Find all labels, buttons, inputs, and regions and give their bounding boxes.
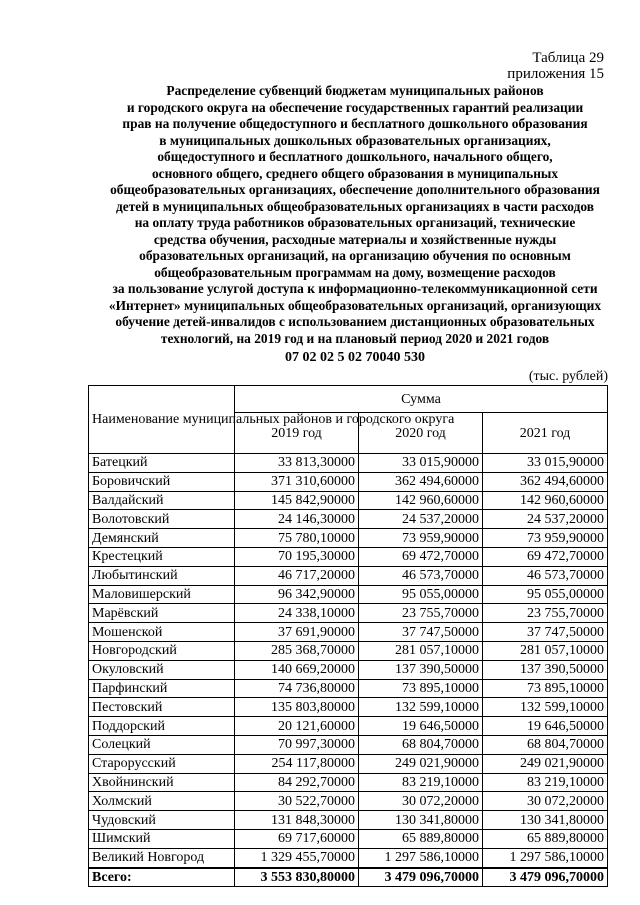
amount-2020-cell: 83 219,10000 <box>359 773 483 792</box>
amount-2019-cell: 20 121,60000 <box>235 717 359 736</box>
amount-2020-cell: 1 297 586,10000 <box>359 848 483 867</box>
amount-2020-cell: 130 341,80000 <box>359 811 483 830</box>
amount-2021-cell: 1 297 586,10000 <box>483 848 608 867</box>
amount-2021-cell: 95 055,00000 <box>483 585 608 604</box>
amount-2019-cell: 24 146,30000 <box>235 510 359 529</box>
table-row <box>89 679 608 698</box>
amount-2019-cell: 69 717,60000 <box>235 829 359 848</box>
amount-2019-cell: 3 553 830,80000 <box>235 868 359 887</box>
amount-2021-cell: 65 889,80000 <box>483 829 608 848</box>
table-row <box>89 660 608 679</box>
amount-2019-cell: 145 842,90000 <box>235 491 359 510</box>
amount-2020-cell: 37 747,50000 <box>359 623 483 642</box>
amount-2019-cell: 135 803,80000 <box>235 698 359 717</box>
amount-2021-cell: 73 895,10000 <box>483 679 608 698</box>
amount-2019-cell: 37 691,90000 <box>235 623 359 642</box>
table-row <box>89 604 608 623</box>
district-name-cell: Старорусский <box>89 754 235 773</box>
title-line: обучение детей-инвалидов с использованием дистанционных образовательных <box>115 314 595 329</box>
unit-label: (тыс. рублей) <box>528 369 608 384</box>
amount-2020-cell: 69 472,70000 <box>359 547 483 566</box>
amount-2021-cell: 23 755,70000 <box>483 604 608 623</box>
district-name-cell: Всего: <box>89 868 235 887</box>
amount-2019-cell: 46 717,20000 <box>235 566 359 585</box>
amount-2019-cell: 1 329 455,70000 <box>235 848 359 867</box>
amount-2021-cell: 46 573,70000 <box>483 566 608 585</box>
district-name-cell: Шимский <box>89 829 235 848</box>
table-row <box>89 773 608 792</box>
table-row <box>89 623 608 642</box>
district-name-cell: Боровичский <box>89 472 235 491</box>
column-header-name: Наименование муниципальных районов и городского округа <box>89 386 235 454</box>
amount-2020-cell: 142 960,60000 <box>359 491 483 510</box>
amount-2020-cell: 73 959,90000 <box>359 529 483 548</box>
title-line: на оплату труда работников образовательных организаций, технические <box>134 215 576 230</box>
table-row <box>89 848 608 867</box>
amount-2019-cell: 140 669,20000 <box>235 660 359 679</box>
amount-2021-cell: 24 537,20000 <box>483 510 608 529</box>
title-line: общедоступного и бесплатного дошкольного, начального общего, <box>157 149 553 164</box>
amount-2019-cell: 74 736,80000 <box>235 679 359 698</box>
document-title <box>90 83 620 347</box>
table-reference <box>507 50 604 82</box>
table-row <box>89 811 608 830</box>
table-row <box>89 566 608 585</box>
column-header-2019: 2019 год <box>235 413 359 454</box>
amount-2019-cell: 285 368,70000 <box>235 641 359 660</box>
district-name-cell: Поддорский <box>89 717 235 736</box>
table-row <box>89 547 608 566</box>
amount-2021-cell: 73 959,90000 <box>483 529 608 548</box>
table-row <box>89 641 608 660</box>
amount-2020-cell: 95 055,00000 <box>359 585 483 604</box>
district-name-cell: Окуловский <box>89 660 235 679</box>
district-name-cell: Марёвский <box>89 604 235 623</box>
amount-2020-cell: 73 895,10000 <box>359 679 483 698</box>
amount-2021-cell: 132 599,10000 <box>483 698 608 717</box>
district-name-cell: Новгородский <box>89 641 235 660</box>
district-name-cell: Волотовский <box>89 510 235 529</box>
amount-2020-cell: 33 015,90000 <box>359 454 483 473</box>
amount-2019-cell: 84 292,70000 <box>235 773 359 792</box>
district-name-cell: Мошенской <box>89 623 235 642</box>
title-line: прав на получение общедоступного и бесплатного дошкольного образования <box>122 116 588 131</box>
table-row <box>89 792 608 811</box>
amount-2021-cell: 68 804,70000 <box>483 735 608 754</box>
amount-2020-cell: 68 804,70000 <box>359 735 483 754</box>
title-line: общеобразовательных организациях, обеспечение дополнительного образования <box>110 182 600 197</box>
amount-2019-cell: 96 342,90000 <box>235 585 359 604</box>
district-name-cell: Хвойнинский <box>89 773 235 792</box>
table-row <box>89 585 608 604</box>
amount-2020-cell: 3 479 096,70000 <box>359 868 483 887</box>
table-number: Таблица 29 <box>532 50 604 66</box>
district-name-cell: Чудовский <box>89 811 235 830</box>
amount-2021-cell: 33 015,90000 <box>483 454 608 473</box>
amount-2019-cell: 33 813,30000 <box>235 454 359 473</box>
title-line: основного общего, среднего общего образования в муниципальных <box>151 165 559 181</box>
amount-2020-cell: 362 494,60000 <box>359 472 483 491</box>
amount-2021-cell: 83 219,10000 <box>483 773 608 792</box>
amount-2019-cell: 24 338,10000 <box>235 604 359 623</box>
amount-2021-cell: 281 057,10000 <box>483 641 608 660</box>
title-line: за пользование услугой доступа к информационно-телекоммуникационной сети <box>112 281 598 296</box>
amount-2021-cell: 37 747,50000 <box>483 623 608 642</box>
column-header-2021: 2021 год <box>483 413 608 454</box>
title-line: образовательных организаций, на организацию обучения по основным <box>139 248 571 263</box>
amount-2020-cell: 132 599,10000 <box>359 698 483 717</box>
amount-2019-cell: 371 310,60000 <box>235 472 359 491</box>
amount-2019-cell: 131 848,30000 <box>235 811 359 830</box>
amount-2020-cell: 19 646,50000 <box>359 717 483 736</box>
amount-2021-cell: 142 960,60000 <box>483 491 608 510</box>
amount-2021-cell: 249 021,90000 <box>483 754 608 773</box>
district-name-cell: Пестовский <box>89 698 235 717</box>
amount-2021-cell: 69 472,70000 <box>483 547 608 566</box>
amount-2020-cell: 137 390,50000 <box>359 660 483 679</box>
column-header-sum: Сумма <box>235 386 608 413</box>
district-name-cell: Холмский <box>89 792 235 811</box>
amount-2019-cell: 75 780,10000 <box>235 529 359 548</box>
amount-2019-cell: 254 117,80000 <box>235 754 359 773</box>
district-name-cell: Крестецкий <box>89 547 235 566</box>
amount-2021-cell: 130 341,80000 <box>483 811 608 830</box>
table-row <box>89 717 608 736</box>
table-row <box>89 491 608 510</box>
amount-2019-cell: 30 522,70000 <box>235 792 359 811</box>
district-name-cell: Батецкий <box>89 454 235 473</box>
column-header-2020: 2020 год <box>359 413 483 454</box>
table-row <box>89 529 608 548</box>
amount-2019-cell: 70 997,30000 <box>235 735 359 754</box>
title-line: и городского округа на обеспечение государственных гарантий реализации <box>126 99 584 115</box>
district-name-cell: Маловишерский <box>89 585 235 604</box>
amount-2020-cell: 46 573,70000 <box>359 566 483 585</box>
amount-2020-cell: 30 072,20000 <box>359 792 483 811</box>
amount-2020-cell: 23 755,70000 <box>359 604 483 623</box>
amount-2021-cell: 30 072,20000 <box>483 792 608 811</box>
title-line: общеобразовательным программам на дому, возмещение расходов <box>154 264 556 280</box>
title-line: Распределение субвенций бюджетам муниципальных районов <box>166 83 544 98</box>
amount-2019-cell: 70 195,30000 <box>235 547 359 566</box>
title-line: средства обучения, расходные материалы и хозяйственные нужды <box>153 231 557 247</box>
district-name-cell: Валдайский <box>89 491 235 510</box>
total-row <box>89 868 608 887</box>
district-name-cell: Парфинский <box>89 679 235 698</box>
amount-2021-cell: 19 646,50000 <box>483 717 608 736</box>
amount-2020-cell: 281 057,10000 <box>359 641 483 660</box>
appendix-number: приложения 15 <box>507 66 604 82</box>
title-line: в муниципальных дошкольных образовательных организациях, <box>159 132 551 148</box>
amount-2020-cell: 65 889,80000 <box>359 829 483 848</box>
district-name-cell: Демянский <box>89 529 235 548</box>
title-line: детей в муниципальных общеобразовательных организациях в части расходов <box>116 198 594 214</box>
title-line: технологий, на 2019 год и на плановый период 2020 и 2021 годов <box>160 330 550 346</box>
district-name-cell: Солецкий <box>89 735 235 754</box>
table-body <box>89 454 608 887</box>
table-row <box>89 754 608 773</box>
subsidy-table <box>88 385 608 887</box>
district-name-cell: Любытинский <box>89 566 235 585</box>
table-row <box>89 510 608 529</box>
title-line: «Интернет» муниципальных общеобразовательных организаций, организующих <box>108 297 602 313</box>
amount-2021-cell: 137 390,50000 <box>483 660 608 679</box>
table-row <box>89 454 608 473</box>
table-row <box>89 829 608 848</box>
table-row <box>89 472 608 491</box>
table-row <box>89 735 608 754</box>
amount-2021-cell: 362 494,60000 <box>483 472 608 491</box>
amount-2021-cell: 3 479 096,70000 <box>483 868 608 887</box>
table-row <box>89 698 608 717</box>
amount-2020-cell: 24 537,20000 <box>359 510 483 529</box>
amount-2020-cell: 249 021,90000 <box>359 754 483 773</box>
budget-code: 07 02 02 5 02 70040 530 <box>285 350 425 365</box>
district-name-cell: Великий Новгород <box>89 848 235 867</box>
